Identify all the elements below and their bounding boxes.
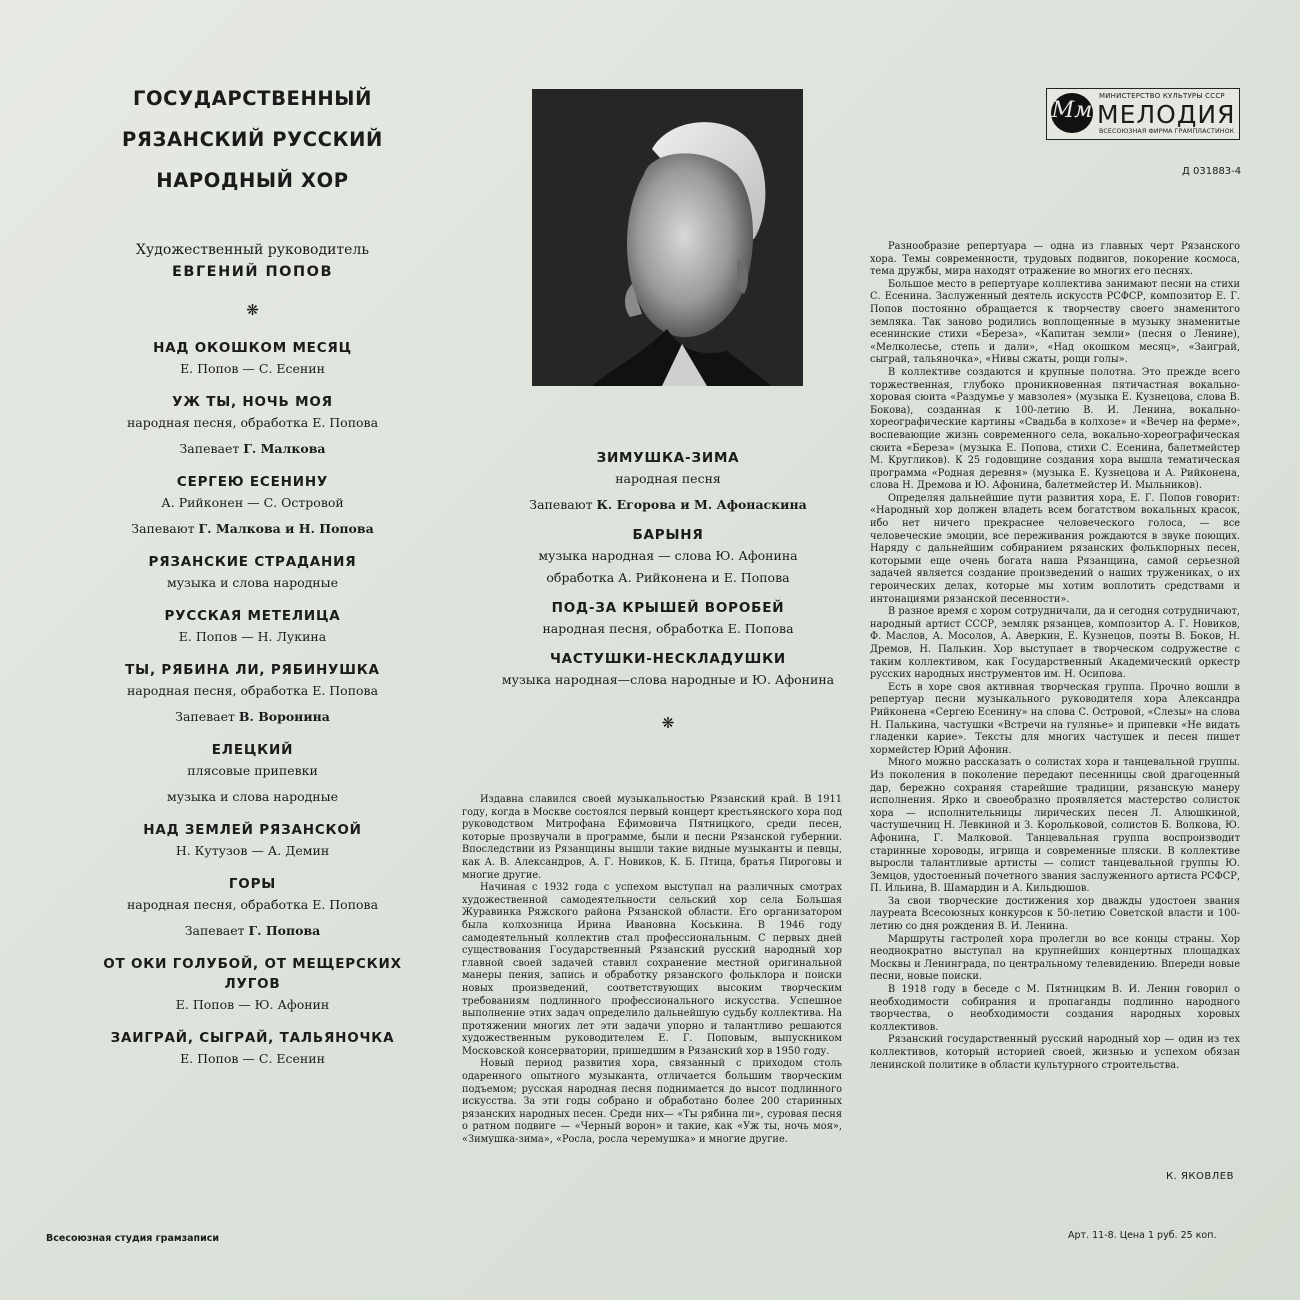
track-11 [100, 1028, 405, 1070]
track-5 [100, 606, 405, 648]
catalog-number: Д 031883-4 [1182, 166, 1242, 177]
track-title: ЗИМУШКА-ЗИМА [596, 450, 740, 466]
essay-paragraph: Есть в хоре своя активная творческая группа. Прочно вошли в репертуар песни музыкального руководителя хора Александра Рийконена «Сергею Есенину» на слова С. Островой, «Слезы» на слова Н. Палькина, частушки «Встречи на гулянье» и припевки «Не видать гладенки карие». Тексты для многих частушек и песен пишет хормейстер Юрий Афонин. [870, 681, 1240, 756]
essay-paragraph: Определяя дальнейшие пути развития хора, Е. Г. Попов говорит: «Народный хор должен владеть всем богатством вокальных красок, ибо нет ничего прекраснее человеческого голоса, — все человеческие эмоции, все переживания рождаются в звуке поющих. Наряду с дальнейшим собиранием рязанских фольклорных песен, которыми еще очень богата наша Рязанщина, самой серьезной задачей является создание произведений о наших тружениках, о их героических делах, которые мы хотим воплотить средствами и интонациями рязанской песенности». [870, 492, 1240, 605]
solo-names: К. Егорова и М. Афонаскина [596, 497, 807, 512]
track-title: ГОРЫ [228, 876, 277, 892]
portrait-photo [532, 89, 803, 386]
mark-text: Мм [1051, 98, 1093, 123]
track-10 [100, 954, 405, 1016]
track-7 [100, 740, 405, 808]
track-credits: плясовые припевки [187, 763, 318, 778]
essay-paragraph: В разное время с хором сотрудничали, да и сегодня сотрудничают, народный артист СССР, земляк рязанцев, композитор А. Г. Новиков, Ф. Маслов, А. Мосолов, А. Аверкин, Е. Кузнецов, поэты В. Боков, Н. Дремов, Н. Палькин. Хор выступает в творческом содружестве с таким коллективом, как Государственный Академический оркестр русских народных инструментов им. Н. Осипова. [870, 606, 1240, 681]
track-credits: Н. Кутузов — А. Демин [175, 843, 330, 858]
track-14 [462, 598, 874, 640]
track-title: ОТ ОКИ ГОЛУБОЙ, ОТ МЕЩЕРСКИХ ЛУГОВ [103, 956, 402, 992]
studio-credit: Всесоюзная студия грамзаписи [46, 1233, 220, 1244]
essay-paragraph: За свои творческие достижения хор дважды удостоен звания лауреата Всесоюзных конкурсов к 50-летию Советской власти и 100-летию со дня рождения В. И. Ленина. [870, 895, 1240, 933]
essay-paragraph: Разнообразие репертуара — одна из главных черт Рязанского хора. Темы современности, трудовых подвигов, покорение космоса, тема дружбы, мира находят отражение во многих его песнях. [870, 241, 1240, 278]
essay-paragraph: В 1918 году в беседе с М. Пятницким В. И. Ленин говорил о необходимости собирания и пропаганды подлинно народного творчества, о необходимости создания народных хоровых коллективов. [870, 984, 1240, 1033]
track-title: РЯЗАНСКИЕ СТРАДАНИЯ [148, 554, 357, 570]
track-title: УЖ ТЫ, НОЧЬ МОЯ [172, 394, 333, 410]
track-credits-2: музыка и слова народные [166, 789, 338, 804]
album-title-line-3: НАРОДНЫЙ ХОР [156, 169, 349, 192]
track-soloist [100, 920, 405, 942]
track-title: ЕЛЕЦКИЙ [211, 742, 294, 758]
essay-paragraph: Маршруты гастролей хора пролегли во все концы страны. Хор неоднократно выступал на крупнейших концертных площадках Москвы и Ленинграда, по центральному телевидению. Впереди новые песни, новые поиски. [870, 933, 1240, 983]
track-credits: народная песня, обработка Е. Попова [126, 683, 379, 698]
album-title-line-1: ГОСУДАРСТВЕННЫЙ [132, 87, 373, 110]
album-title-line-2: РЯЗАНСКИЙ РУССКИЙ [122, 128, 383, 151]
solo-names: Г. Малкова и Н. Попова [198, 521, 374, 536]
track-soloist [100, 518, 405, 540]
left-column [100, 78, 405, 1082]
track-13 [462, 525, 874, 589]
essay-column-left [462, 794, 842, 1147]
track-credits: Е. Попов — С. Есенин [180, 361, 325, 376]
director-name: ЕВГЕНИЙ ПОПОВ [171, 264, 334, 280]
track-title: ПОД-ЗА КРЫШЕЙ ВОРОБЕЙ [551, 600, 785, 616]
track-15 [462, 649, 874, 691]
solo-prefix: Запевают [529, 497, 593, 512]
track-title: СЕРГЕЮ ЕСЕНИНУ [176, 474, 329, 490]
solo-names: Г. Попова [248, 923, 321, 938]
ornament-icon: ❋ [661, 714, 675, 732]
essay-paragraph: Рязанский государственный русский народный хор — один из тех коллективов, который историей своей, жизнью и успехом обязан ленинской политике в области культурного строительства. [870, 1034, 1240, 1071]
track-soloist [100, 706, 405, 728]
price-line: Арт. 11-8. Цена 1 руб. 25 коп. [1068, 1230, 1217, 1241]
track-soloist [462, 494, 874, 516]
track-credits: Е. Попов — Ю. Афонин [175, 997, 330, 1012]
track-credits: народная песня, обработка Е. Попова [126, 897, 379, 912]
director-label: Художественный руководитель [136, 242, 369, 258]
portrait-illustration [532, 89, 803, 386]
middle-column [462, 448, 874, 747]
track-4 [100, 552, 405, 594]
essay-paragraph: Начиная с 1932 года с успехом выступал на различных смотрах художественной самодеятельности сельский хор села Большая Журавинка Ряжского района Рязанской области. Его организатором была колхозница Ирина Ивановна Коськина. В 1946 году самодеятельный коллектив стал профессиональным. С первых дней существования Государственный Рязанский русский народный хор главной своей задачей ставил сохранение местной оригинальной манеры пения, запись и обработку рязанского фольклора и поиски новых произведений, соответствующих высоким творческим требованиям подлинного профессионального искусства. Успешное выполнение этих задач определило дальнейшую судьбу коллектива. На протяжении многих лет эти задачи упорно и талантливо решаются художественным руководителем Е. Г. Поповым, выпускником Московской консерватории, пришедшим в Рязанский хор в 1950 году. [462, 882, 842, 1057]
track-1 [100, 338, 405, 380]
track-credits: Е. Попов — Н. Лукина [178, 629, 327, 644]
label-name: МЕЛОДИЯ [1097, 100, 1236, 129]
label-ministry: МИНИСТЕРСТВО КУЛЬТУРЫ СССР [1099, 92, 1225, 100]
ornament-icon: ❋ [246, 301, 259, 319]
track-title: ЗАИГРАЙ, СЫГРАЙ, ТАЛЬЯНОЧКА [110, 1030, 395, 1046]
track-credits: музыка народная—слова народные и Ю. Афонина [501, 672, 835, 687]
label-subtitle: ВСЕСОЮЗНАЯ ФИРМА ГРАМПЛАСТИНОК [1099, 128, 1235, 135]
solo-prefix: Запевает [179, 441, 240, 456]
track-credits: музыка и слова народные [166, 575, 338, 590]
solo-names: Г. Малкова [243, 441, 326, 456]
essay-paragraph: Много можно рассказать о солистах хора и танцевальной группы. Из поколения в поколение передают песенницы свой драгоценный дар, бережно сохраняя старейшие традиции, рязанскую манеру исполнения. Ярко и своеобразно проявляется мастерство солисток хора — исполнительницы лирических песен Л. Алюшкиной, частушечниц Н. Левкиной и З. Корольковой, солистов Б. Волкова, Ю. Афонина, Г. Малковой. Танцевальная группа воспроизводит старинные хороводы, игрища и современные пляски. В коллективе выросли талантливые артисты — солист танцевальной группы Ю. Земцов, удостоенный почетного звания заслуженного артиста РСФСР, П. Ильина, В. Шамардин и А. Кильдюшов. [870, 757, 1240, 895]
essay-paragraph: Большое место в репертуаре коллектива занимают песни на стихи С. Есенина. Заслуженный деятель искусств РСФСР, композитор Е. Г. Попов постоянно обращается к творчеству своего знаменитого земляка. Так заново родились воплощенные в музыку знаменитые есенинские стихи «Береза», «Капитан земли» (песня о Ленине), «Мелколесье, степь и дали», «Над окошком месяц», «Заиграй, сыграй, тальяночка», «Нивы сжаты, рощи голы». [870, 278, 1240, 366]
solo-names: В. Воронина [238, 709, 330, 724]
track-8 [100, 820, 405, 862]
track-title: ТЫ, РЯБИНА ЛИ, РЯБИНУШКА [125, 662, 380, 678]
author-signature: К. ЯКОВЛЕВ [1166, 1171, 1234, 1182]
melodiya-logo [1046, 88, 1240, 140]
track-title: НАД ЗЕМЛЕЙ РЯЗАНСКОЙ [143, 822, 362, 838]
track-credits: народная песня, обработка Е. Попова [542, 621, 794, 636]
track-title: ЧАСТУШКИ-НЕСКЛАДУШКИ [549, 651, 787, 667]
track-soloist [100, 438, 405, 460]
track-12 [462, 448, 874, 516]
solo-prefix: Запевает [175, 709, 235, 724]
track-title: НАД ОКОШКОМ МЕСЯЦ [153, 340, 352, 356]
track-title: БАРЫНЯ [632, 527, 704, 543]
track-credits: народная песня [615, 471, 721, 486]
track-9 [100, 874, 405, 942]
melodiya-mark-icon [1051, 93, 1093, 133]
track-title: РУССКАЯ МЕТЕЛИЦА [164, 608, 341, 624]
essay-paragraph: Новый период развития хора, связанный с приходом столь одаренного опытного музыканта, отличается большим творческим подъемом; русская народная песня поднимается до высот подлинного искусства. За эти годы собрано и обработано более 200 старинных рязанских народных песен. Среди них— «Ты рябина ли», суровая песня о ратном подвиге — «Черный ворон» и такие, как «Уж ты, ночь моя», «Зимушка-зима», «Росла, росла черемушка» и многие другие. [462, 1058, 842, 1146]
track-credits-2: обработка А. Рийконена и Е. Попова [546, 570, 790, 585]
track-6 [100, 660, 405, 728]
track-3 [100, 472, 405, 540]
track-credits: музыка народная — слова Ю. Афонина [538, 548, 798, 563]
solo-prefix: Запевают [131, 521, 195, 536]
essay-paragraph: В коллективе создаются и крупные полотна. Это прежде всего торжественная, глубоко проникновенная пятичастная вокально-хоровая сюита «Раздумье у мавзолея» (музыка Е. Кузнецова, слова В. Бокова), созданная к 100-летию В. И. Ленина, вокально-хореографические картины «Свадьба в колхозе» и «Вечер на ферме», воспевающие жизнь современного села, вокально-хореографическая сюита «Береза» (музыка Е. Попова, стихи С. Есенина, балетмейстер М. Кругликов). К 25 годовщине создания хора вышла тематическая программа «Родная деревня» (музыка Е. Кузнецова и А. Рийконена, слова Н. Дремова и Ю. Афонина, балетмейстер И. Мыльников). [870, 366, 1240, 492]
solo-prefix: Запевает [184, 923, 245, 938]
track-2 [100, 392, 405, 460]
track-credits: народная песня, обработка Е. Попова [126, 415, 379, 430]
essay-column-right [870, 241, 1240, 1072]
essay-paragraph: Издавна славился своей музыкальностью Рязанский край. В 1911 году, когда в Москве состоялся первый концерт крестьянского хора под руководством Митрофана Ефимовича Пятницкого, среди песен, которые прозвучали в программе, были и песни Рязанской губернии. Впоследствии из Рязанщины вышли такие видные музыканты и певцы, как А. В. Александров, А. Г. Новиков, К. Б. Птица, братья Пироговы и многие другие. [462, 794, 842, 881]
track-credits: Е. Попов — С. Есенин [180, 1051, 325, 1066]
track-credits: А. Рийконен — С. Островой [161, 495, 344, 510]
